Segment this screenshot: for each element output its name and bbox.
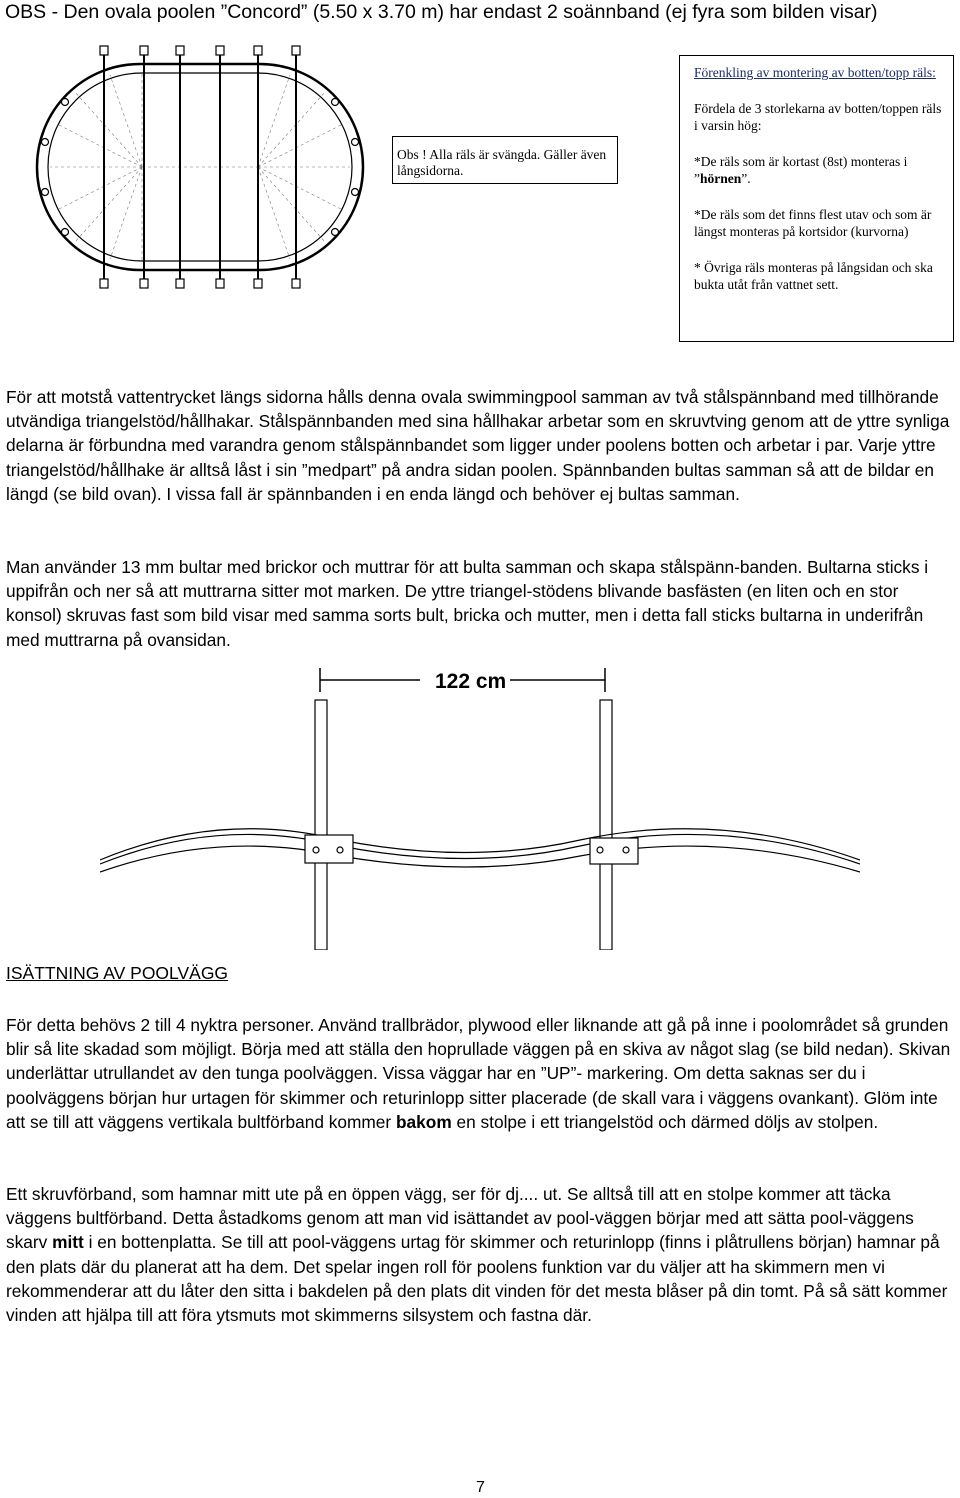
section-heading: ISÄTTNING AV POOLVÄGG bbox=[6, 963, 229, 983]
info-paragraph-4: * Övriga räls monteras på långsidan och ska bukta utåt från vattnet sett. bbox=[694, 259, 933, 292]
strap-bolting-figure bbox=[100, 660, 860, 950]
info-heading: Förenkling av montering av botten/topp räls: bbox=[694, 65, 936, 80]
dimension-label: 122 cm bbox=[435, 670, 507, 693]
body-paragraph-4: Ett skruvförband, som hamnar mitt ute på en öppen vägg, ser för dj.... ut. Se alltså till att en stolpe kommer att täcka väggens bultförband. Detta åstadkoms genom att man vid isättandet av pool-väggen börjar med att sätta pool-väggens skarv mitt i en bottenplatta. Se till att pool-väggens urtag för skimmer och returinlopp (finns i plåtrullens början) hamnar på den plats där du planerat att ha dem. Det spelar ingen roll för poolens funktion var du väljer att ha skimmern men vi rekommenderar att du låter den sitta i bakdelen på den plats dit vinden för det mesta blåser på din tomt. På så sätt kommer vinden att hjälpa till att föra ytsmuts mot skimmerns silsystem och fastna där. bbox=[6, 1184, 948, 1326]
body-paragraph-2: Man använder 13 mm bultar med brickor och muttrar för att bulta samman och skapa stålspänn-banden. Bultarna sticks i uppifrån och ner så att muttrarna sitter mot marken. De yttre triangel-stödens blivande basfästen (en liten och en stor konsol) skruvas fast som bild visar med samma sorts bult, bricka och mutter, men i detta fall sticks bultarna in underifrån med muttrarna på ovansidan. bbox=[6, 557, 929, 650]
info-paragraph-1: Fördela de 3 storlekarna av botten/toppen räls i varsin hög: bbox=[694, 100, 942, 133]
page-title: OBS - Den ovala poolen ”Concord” (5.50 x 3.70 m) har endast 2 soännband (ej fyra som bilden visar) bbox=[5, 1, 878, 23]
oval-pool-diagram bbox=[20, 42, 380, 292]
body-paragraph-1: För att motstå vattentrycket längs sidorna hålls denna ovala swimmingpool samman av två stålspännband med tillhörande utvändiga triangelstöd/hållhakar. Stålspännbanden med sina hållhakar arbetar som en skruvtving genom att de yttre synliga delarna är förbundna med varandra genom stålspännbandet som ligger under poolens botten och arbetar i par. Varje yttre triangelstöd/hållhake är alltså låst i sin ”medpart” på andra sidan poolen. Spännbanden bultas samman så att de bildar en längd (se bild ovan). I vissa fall är spännbanden i en enda längd och behöver ej bultas samman. bbox=[6, 387, 950, 504]
diagram-note: Obs ! Alla räls är svängda. Gäller även långsidorna. bbox=[392, 136, 618, 184]
info-paragraph-3: *De räls som det finns flest utav och som är längst monteras på kortsidor (kurvorna) bbox=[694, 206, 932, 239]
page-number: 7 bbox=[476, 1479, 485, 1496]
body-paragraph-3: För detta behövs 2 till 4 nyktra personer. Använd trallbrädor, plywood eller liknande att gå på inne i poolområdet så grunden blir så lite skadad som möjligt. Börja med att ställa den hoprullade väggen på en skiva av något slag (se bild nedan). Skivan underlättar utrullandet av den tunga poolväggen. Vissa väggar har en ”UP”- markering. Om detta saknas ser du i poolväggens början hur urtagen för skimmer och returinlopp sitter placerade (de skall vara i väggens ovankant). Glöm inte att se till att väggens vertikala bultförband kommer bakom en stolpe i ett triangelstöd och därmed döljs av stolpen. bbox=[6, 1015, 951, 1132]
info-paragraph-2: *De räls som är kortast (8st) monteras i ”hörnen”. bbox=[694, 153, 908, 186]
mounting-info-box bbox=[679, 55, 954, 342]
